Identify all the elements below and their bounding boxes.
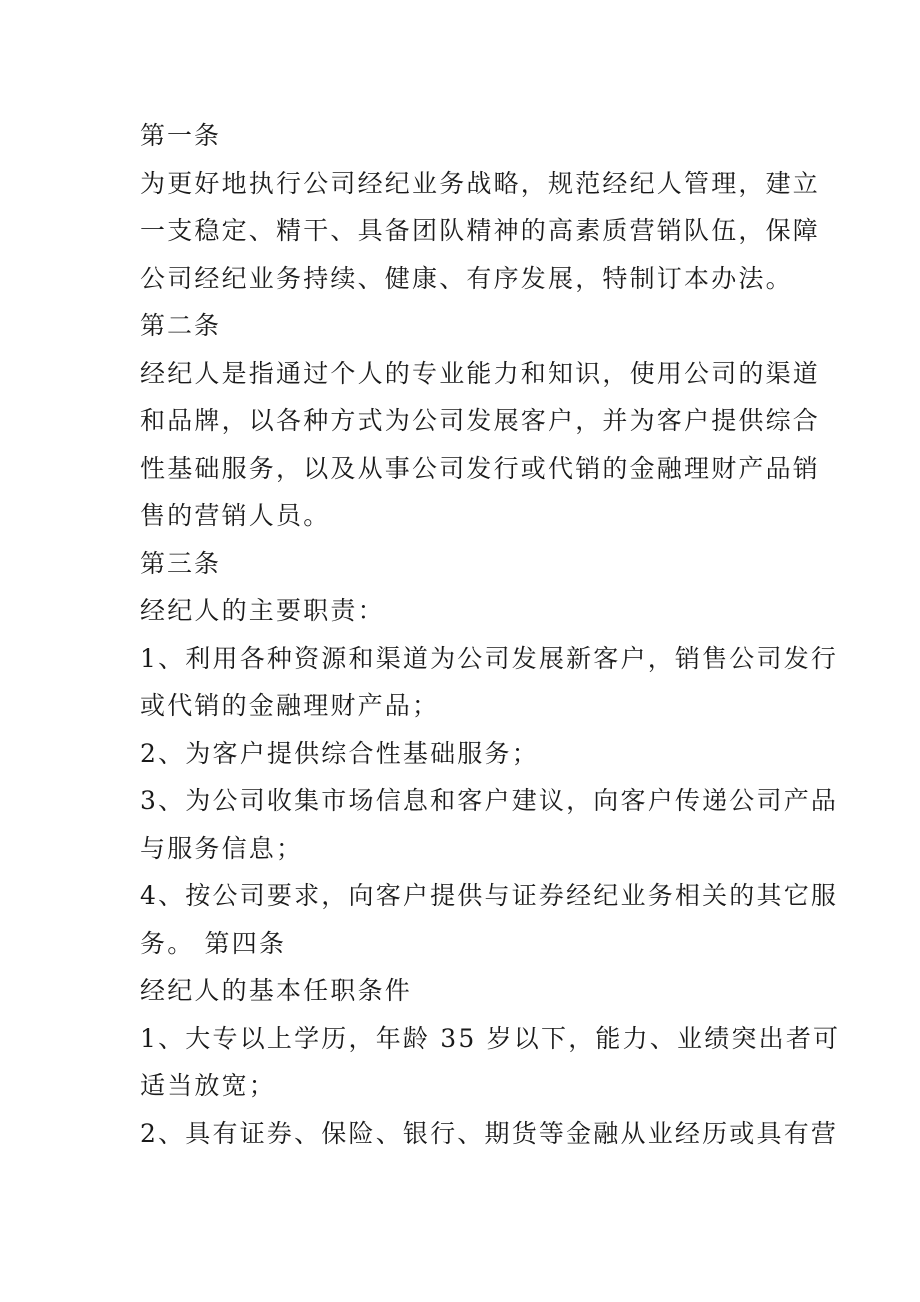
- document-body: [140, 112, 841, 1157]
- list-item-line: 2、具有证券、保险、银行、期货等金融从业经历或具有营: [140, 1118, 839, 1148]
- list-item-line: 3、为公司收集市场信息和客户建议，向客户传递公司产品: [140, 786, 839, 815]
- list-item-line: 适当放宽；: [140, 1071, 277, 1100]
- article-heading-3: 第三条: [140, 548, 222, 578]
- article-heading-1: 第一条: [140, 121, 222, 150]
- list-item-line: 2、为客户提供综合性基础服务；: [140, 738, 539, 768]
- paragraph-line: 为更好地执行公司经纪业务战略，规范经纪人管理，建立: [140, 168, 821, 198]
- paragraph-line: 经纪人是指通过个人的专业能力和知识，使用公司的渠道: [140, 358, 821, 388]
- paragraph-line: 经纪人的主要职责：: [140, 596, 385, 625]
- paragraph-line: 公司经纪业务持续、健康、有序发展，特制订本办法。: [140, 263, 793, 293]
- list-item-line: 务。 第四条: [140, 928, 287, 958]
- paragraph-line: 性基础服务，以及从事公司发行或代销的金融理财产品销: [140, 453, 821, 483]
- paragraph-line: 和品牌，以各种方式为公司发展客户，并为客户提供综合: [140, 406, 821, 435]
- list-item-line: 1、大专以上学历，年龄 35 岁以下，能力、业绩突出者可: [140, 1023, 841, 1053]
- list-item-line: 与服务信息；: [140, 833, 304, 863]
- list-item-line: 或代销的金融理财产品；: [140, 691, 440, 720]
- paragraph-line: 经纪人的基本任职条件: [140, 976, 413, 1005]
- paragraph-line: 一支稳定、精干、具备团队精神的高素质营销队伍，保障: [140, 216, 821, 245]
- article-heading-2: 第二条: [140, 311, 222, 340]
- list-item-line: 4、按公司要求，向客户提供与证券经纪业务相关的其它服: [140, 881, 839, 910]
- list-item-line: 1、利用各种资源和渠道为公司发展新客户，销售公司发行: [140, 643, 839, 673]
- paragraph-line: 售的营销人员。: [140, 501, 331, 530]
